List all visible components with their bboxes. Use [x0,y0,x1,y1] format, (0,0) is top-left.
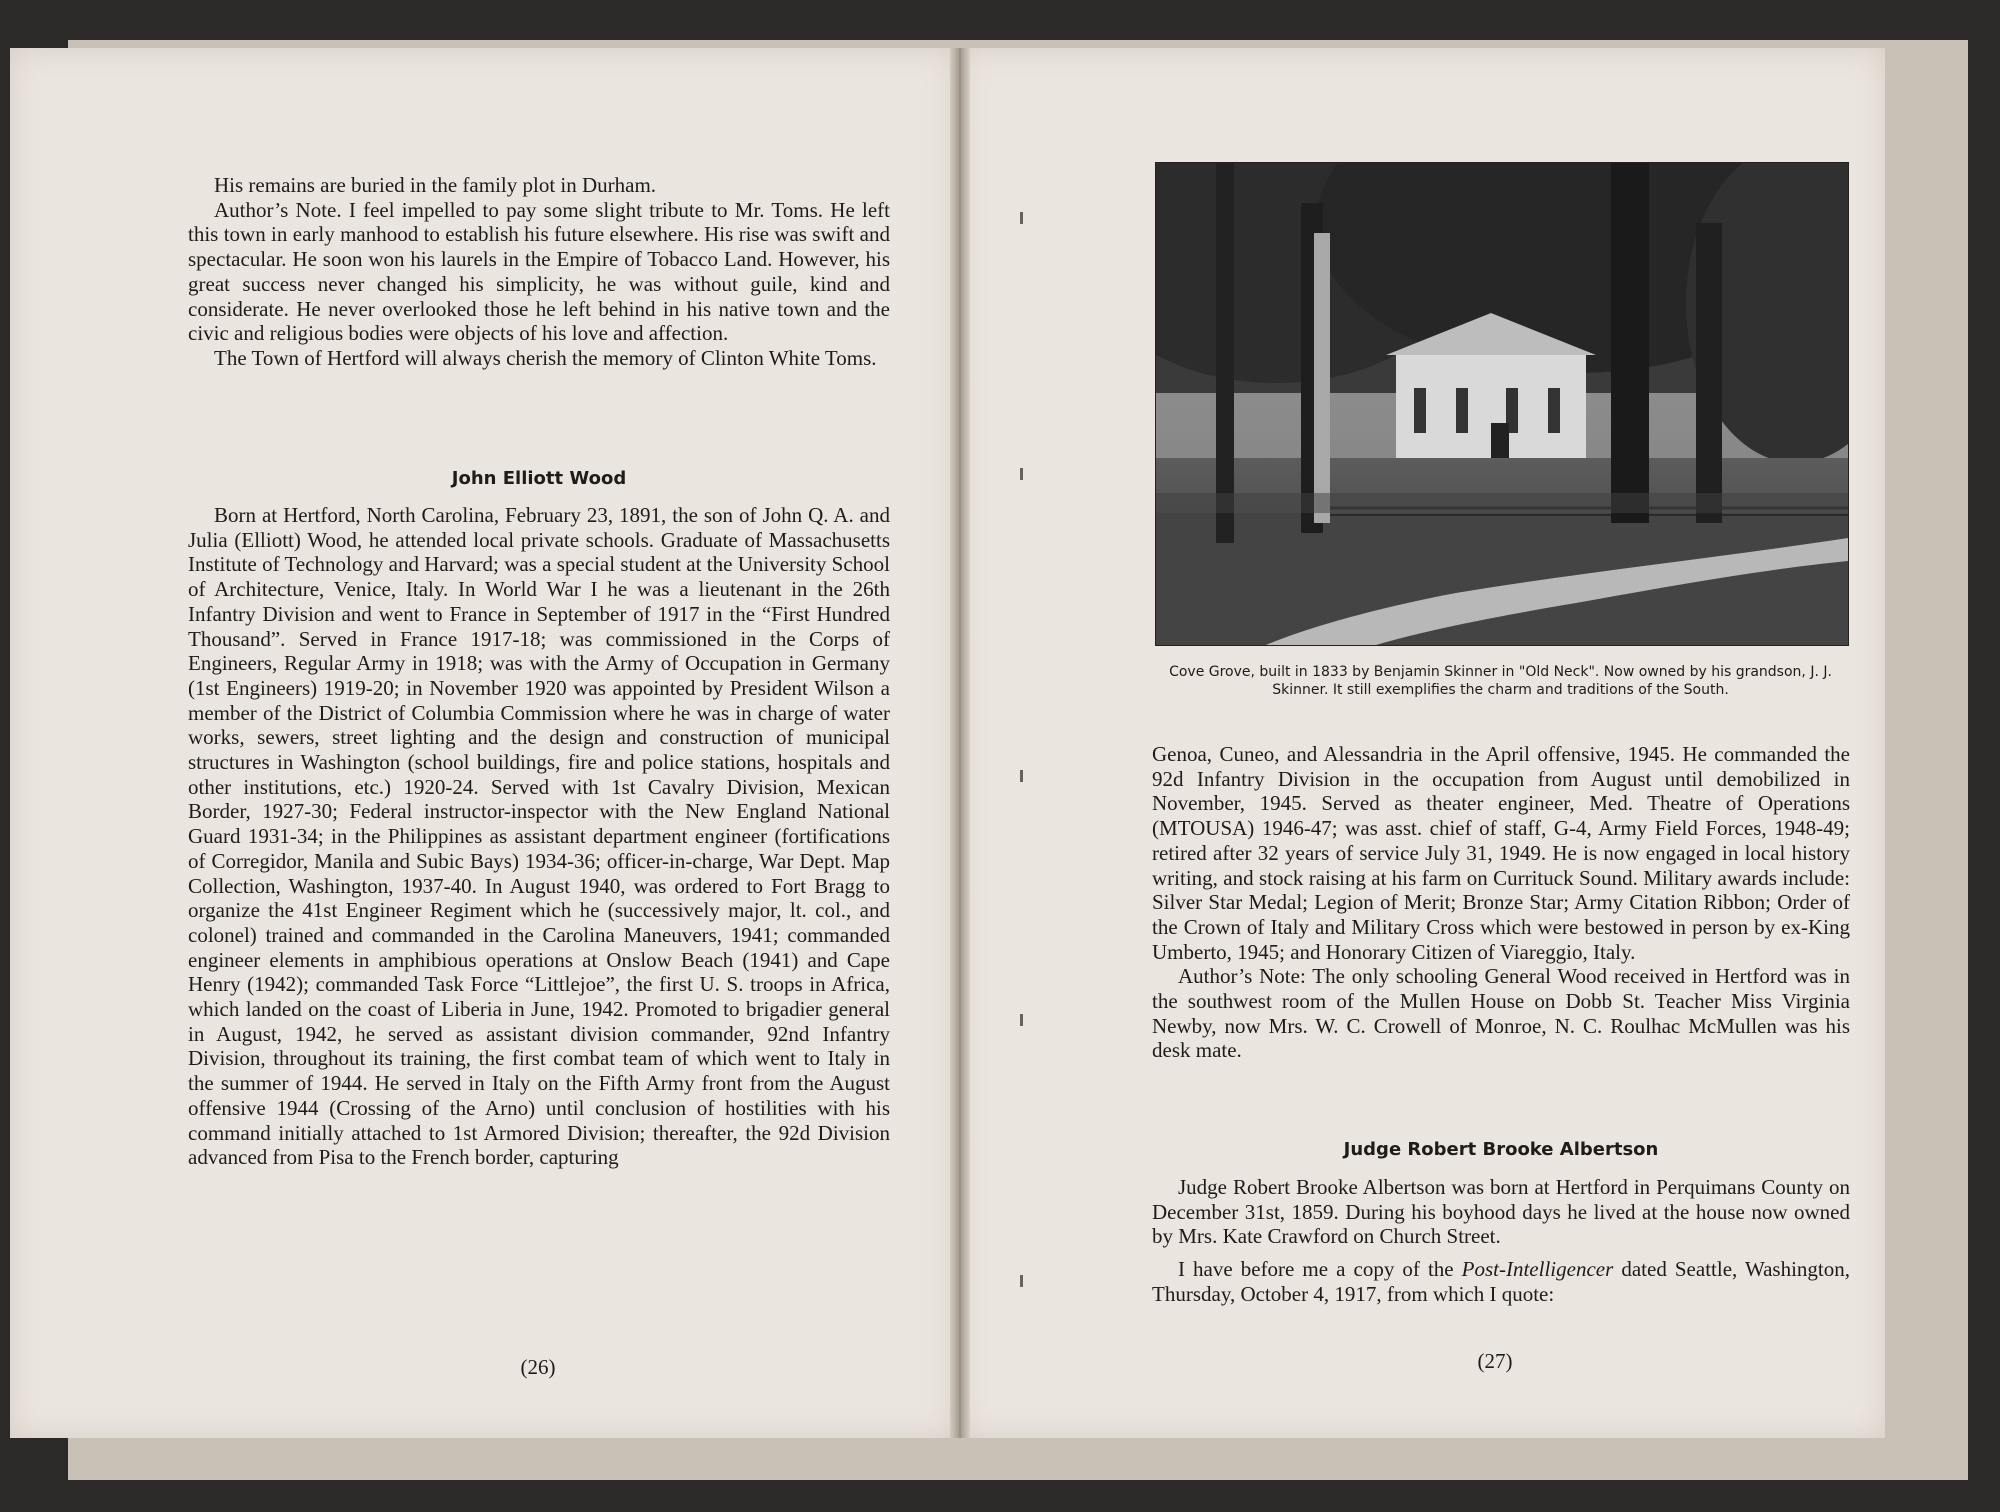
paragraph: Born at Hertford, North Carolina, February 23, 1891, the son of John Q. A. and Julia (Elliott) Wood, he attended local private schools. Graduate of Massachusetts Institute of Technology and Harvard; was a special student at the University School of Architecture, Venice, Italy. In World War I he was a lieutenant in the 26th Infantry Division and went to France in September of 1917 in the “First Hundred Thousand”. Served in France 1917-18; was commissioned in the Corps of Engineers, Regular Army in 1918; was with the Army of Occupation in Germany (1st Engineers) 1919-20; in November 1920 was appointed by President Wilson a member of the District of Columbia Commission where he was in charge of water works, sewers, street lighting and the design and construction of municipal structures in Washington (school buildings, fire and police stations, hospitals and other institutions, etc.) 1920-24. Served with 1st Cavalry Division, Mexican Border, 1927-30; Federal instructor-inspector with the New England National Guard 1931-34; in the Philippines as assistant department engineer (fortifications of Corregidor, Manila and Subic Bays) 1934-36; officer-in-charge, War Dept. Map Collection, Washington, 1937-40. In August 1940, was ordered to Fort Bragg to organize the 41st Engineer Regiment which he (successively major, lt. col., and colonel) trained and commanded in the Carolina Maneuvers, 1941; commanded engineer elements in amphibious operations at Onslow Beach (1941) and Cape Henry (1942); commanded Task Force “Littlejoe”, the first U. S. troops in Africa, which landed on the coast of Liberia in June, 1942. Promoted to brigadier general in August, 1942, he served as assistant division commander, 92nd Infantry Division, throughout its training, the first combat team of which went to Italy in the summer of 1944. He served in Italy on the Fifth Army front from the August offensive 1944 (Crossing of the Arno) until conclusion of hostilities with his command initially attached to 1st Armored Division; thereafter, the 92d Division advanced from Pisa to the French border, capturing [188,503,890,1170]
newspaper-title: Post-Intelligencer [1461,1257,1614,1282]
paragraph: His remains are buried in the family plot in Durham. [214,173,657,197]
book-gutter [950,48,970,1438]
binding-mark [1020,1275,1023,1287]
section-heading-albertson: Judge Robert Brooke Albertson [1343,1139,1659,1160]
paragraph: Genoa, Cuneo, and Alessandria in the April offensive, 1945. He commanded the 92d Infantry Division in the occupation from August until demobilized in November, 1945. Served as theater engineer, Med. Theatre of Operations (MTOUSA) 1946-47; was asst. chief of staff, G-4, Army Field Forces, 1948-49; retired after 32 years of service July 31, 1949. He is now engaged in local history writing, and stock raising at his farm on Currituck Sound. Military awards include: Silver Star Medal; Legion of Merit; Bronze Star; Army Citation Ribbon; Order of the Crown of Italy and Military Cross which were bestowed in person by ex-King Umberto, 1945; and Honorary Citizen of Viareggio, Italy. [1152,742,1850,964]
page-number-right: (27) [1477,1349,1513,1373]
paragraph: The Town of Hertford will always cherish the memory of Clinton White Toms. [214,345,877,370]
photo-cove-grove [1155,162,1849,646]
paragraph-quote-intro [1152,1257,1850,1306]
quote-intro-before: I have before me a copy of the [1178,1257,1462,1282]
photo-caption: Cove Grove, built in 1833 by Benjamin Skinner in "Old Neck". Now owned by his grandson, J. J. Skinner. It still exemplifies the charm and traditions of the South. [1169,664,1832,698]
wood-biography-continued [1152,742,1850,1063]
page-number-left: (26) [520,1355,556,1379]
left-intro-text [188,173,890,371]
wood-biography-text [188,503,890,1170]
paragraph: Judge Robert Brooke Albertson was born at Hertford in Perquimans County on December 31st, 1859. During his boyhood days he lived at the house now owned by Mrs. Kate Crawford on Church Street. [1152,1175,1850,1249]
binding-mark [1020,1014,1023,1026]
binding-mark [1020,212,1023,224]
quote-intro-after: dated Seattle, Washington, Thursday, October 4, 1917, from which I quote: [1152,1257,1850,1306]
albertson-biography-text [1152,1175,1850,1307]
binding-mark [1020,468,1023,480]
paragraph: Author’s Note: The only schooling General Wood received in Hertford was in the southwest room of the Mullen House on Dobb St. Teacher Miss Virginia Newby, now Mrs. W. C. Crowell of Monroe, N. C. Roulhac McMullen was his desk mate. [1152,964,1850,1063]
paragraph: Author’s Note. I feel impelled to pay some slight tribute to Mr. Toms. He left this town in early manhood to establish his future elsewhere. His rise was swift and spectacular. He soon won his laurels in the Empire of Tobacco Land. However, his great success never changed his simplicity, he was without guile, kind and considerate. He never overlooked those he left behind in his native town and the civic and religious bodies were objects of his love and affection. [188,197,890,346]
section-heading-wood: John Elliott Wood [451,468,627,489]
binding-mark [1020,770,1023,782]
